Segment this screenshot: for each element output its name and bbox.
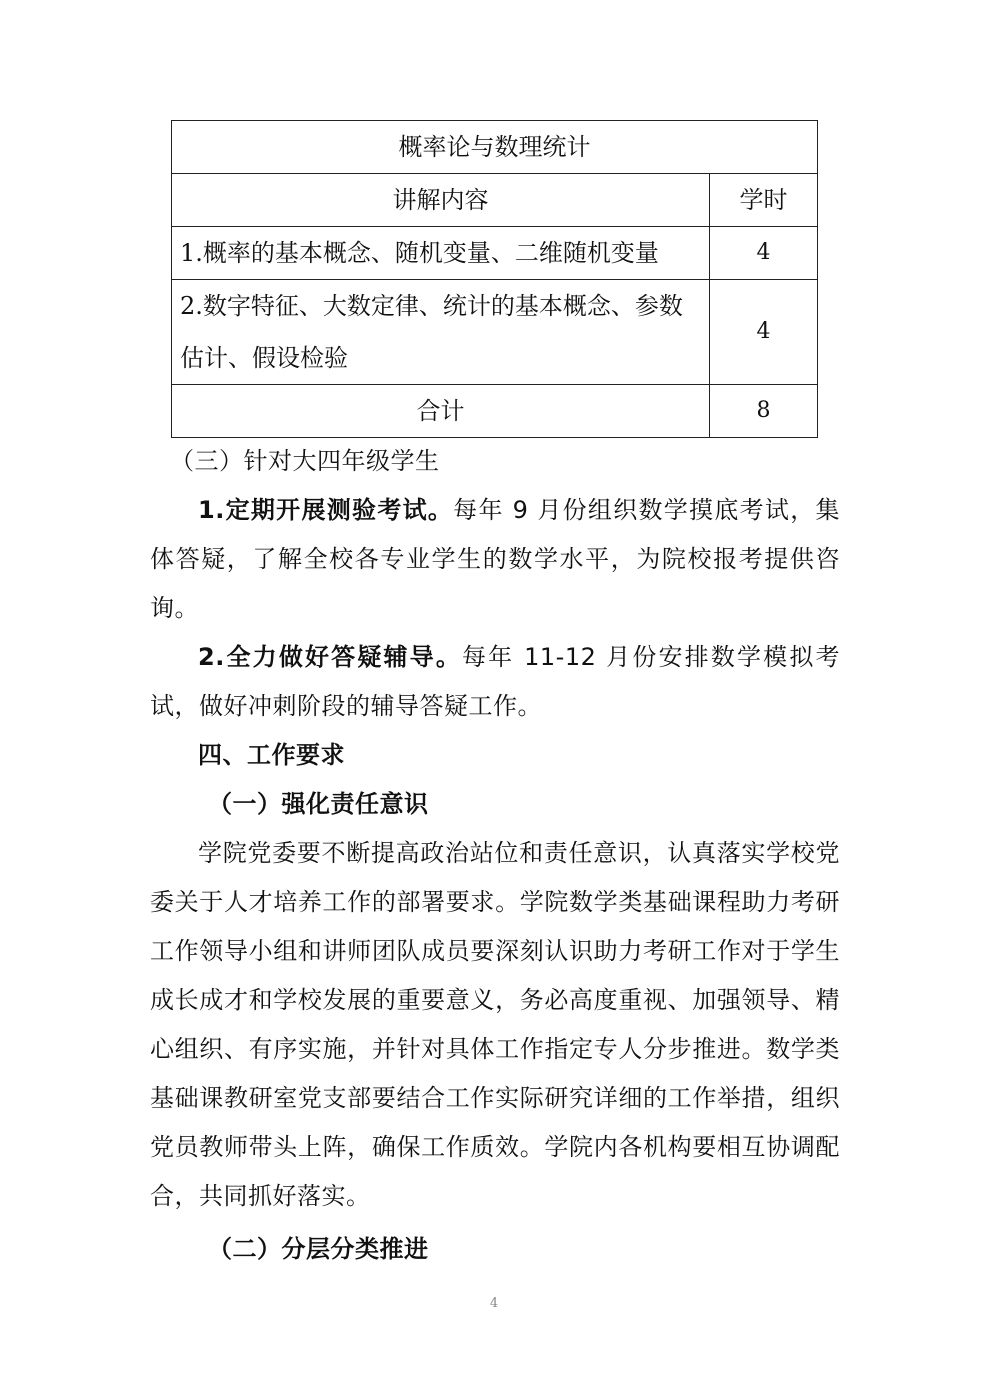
item-2-text: 每年 11-12 月份安排数学模拟考试，做好冲刺阶段的辅导答疑工作。 [150,643,840,720]
row-content [172,280,710,385]
item-1-title: 1.定期开展测验考试。 [198,496,454,524]
item-2-paragraph [150,633,840,731]
table-row [172,227,818,280]
page-number: 4 [489,1296,499,1311]
table-total-row [172,385,818,438]
subsection-one-heading: （一）强化责任意识 [208,790,429,818]
row-content-text: 数字特征、大数定律、统计的基本概念、参数估计、假设检验 [180,292,683,372]
subsection-two-heading: （二）分层分类推进 [208,1235,429,1263]
course-hours-table [171,120,818,438]
item-1-text: 每年 9 月份组织数学摸底考试，集体答疑，了解全校各专业学生的数学水平，为院校报考提供咨询。 [150,496,840,622]
total-hours: 8 [710,385,818,438]
row-content [172,227,710,280]
item-2-title: 2.全力做好答疑辅导。 [198,643,462,671]
table-title-row [172,121,818,174]
total-label: 合计 [172,385,710,438]
header-hours: 学时 [710,174,818,227]
section-four-heading: 四、工作要求 [198,741,345,769]
paragraph-one: 学院党委要不断提高政治站位和责任意识，认真落实学校党委关于人才培养工作的部署要求。学院数学类基础课程助力考研工作领导小组和讲师团队成员要深刻认识助力考研工作对于学生成长成才和学校发展的重要意义，务必高度重视、加强领导、精心组织、有序实施，并针对具体工作指定专人分步推进。数学类基础课教研室党支部要结合工作实际研究详细的工作举措，组织党员教师带头上阵，确保工作质效。学院内各机构要相互协调配合，共同抓好落实。 [150,839,840,1210]
header-content: 讲解内容 [172,174,710,227]
row-hours: 4 [710,280,818,385]
table-header-row [172,174,818,227]
row-content-text: 概率的基本概念、随机变量、二维随机变量 [202,239,659,267]
row-number: 1. [180,239,203,267]
body-text [150,486,840,1274]
row-number: 2. [180,292,203,320]
item-1-paragraph [150,486,840,633]
row-hours: 4 [710,227,818,280]
section-three-subheading: （三）针对大四年级学生 [170,447,440,475]
table-row [172,280,818,385]
table-title: 概率论与数理统计 [172,121,818,174]
